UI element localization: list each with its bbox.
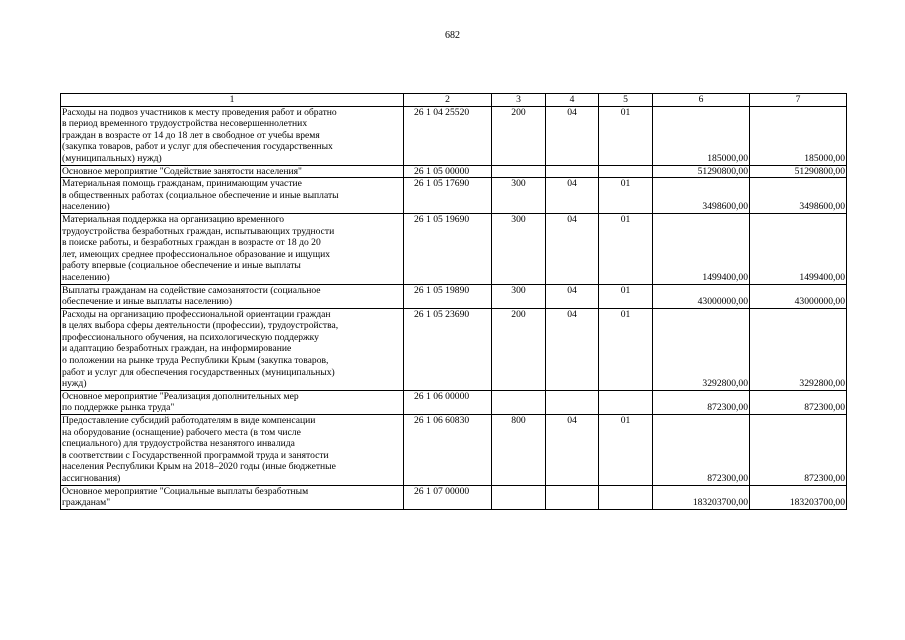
expense-type-code: 300 xyxy=(492,213,546,284)
subsection-code xyxy=(599,485,653,509)
section-code: 04 xyxy=(546,178,599,214)
budget-code: 26 1 05 23690 xyxy=(404,308,492,390)
expense-name: Основное мероприятие "Социальные выплаты безработным гражданам" xyxy=(61,485,404,509)
expense-name: Материальная помощь гражданам, принимающим участие в общественных работах (социальное обеспечение и иные выплаты населению) xyxy=(61,178,404,214)
expense-name: Предоставление субсидий работодателям в виде компенсации на оборудование (оснащение) рабочего места (в том числе специального) для трудоустройства незанятого инвалида в соответствии с Государственной программой труда и занятости населения Республики Крым на 2018–2020 годы (иные бюджетные ассигнования) xyxy=(61,415,404,486)
subsection-code xyxy=(599,165,653,178)
subsection-code: 01 xyxy=(599,308,653,390)
subsection-code: 01 xyxy=(599,415,653,486)
budget-code: 26 1 06 60830 xyxy=(404,415,492,486)
amount-col6: 183203700,00 xyxy=(653,485,750,509)
expense-type-code: 800 xyxy=(492,415,546,486)
table-row xyxy=(61,213,847,284)
budget-code: 26 1 06 00000 xyxy=(404,390,492,414)
expense-type-code xyxy=(492,390,546,414)
expense-type-code xyxy=(492,165,546,178)
column-number: 4 xyxy=(546,94,599,107)
budget-code: 26 1 07 00000 xyxy=(404,485,492,509)
budget-code: 26 1 05 00000 xyxy=(404,165,492,178)
budget-code: 26 1 05 19890 xyxy=(404,284,492,308)
expense-type-code: 300 xyxy=(492,284,546,308)
section-code: 04 xyxy=(546,213,599,284)
budget-table xyxy=(60,93,847,510)
amount-col7: 872300,00 xyxy=(750,415,847,486)
table-row xyxy=(61,485,847,509)
subsection-code: 01 xyxy=(599,106,653,165)
expense-name: Расходы на подвоз участников к месту проведения работ и обратно в период временного трудоустройства несовершеннолетних граждан в возрасте от 14 до 18 лет в свободное от учебы время (закупка товаров, работ и услуг для обеспечения государственных (муниципальных) нужд) xyxy=(61,106,404,165)
subsection-code: 01 xyxy=(599,213,653,284)
amount-col7: 872300,00 xyxy=(750,390,847,414)
amount-col7: 1499400,00 xyxy=(750,213,847,284)
expense-type-code: 200 xyxy=(492,308,546,390)
amount-col7: 51290800,00 xyxy=(750,165,847,178)
page-number: 682 xyxy=(445,30,460,41)
column-number: 6 xyxy=(653,94,750,107)
section-code xyxy=(546,165,599,178)
subsection-code: 01 xyxy=(599,284,653,308)
subsection-code xyxy=(599,390,653,414)
section-code xyxy=(546,485,599,509)
table-row xyxy=(61,308,847,390)
column-number-row xyxy=(61,94,847,107)
column-number: 3 xyxy=(492,94,546,107)
table-row xyxy=(61,165,847,178)
amount-col6: 51290800,00 xyxy=(653,165,750,178)
amount-col6: 185000,00 xyxy=(653,106,750,165)
section-code: 04 xyxy=(546,415,599,486)
amount-col7: 3498600,00 xyxy=(750,178,847,214)
amount-col6: 872300,00 xyxy=(653,415,750,486)
expense-name: Расходы на организацию профессиональной ориентации граждан в целях выбора сферы деятельности (профессии), трудоустройства, профессионального обучения, на психологическую поддержку и адаптацию безработных граждан, на информирование о положении на рынке труда Республики Крым (закупка товаров, работ и услуг для обеспечения государственных (муниципальных) нужд) xyxy=(61,308,404,390)
budget-code: 26 1 04 25520 xyxy=(404,106,492,165)
section-code: 04 xyxy=(546,308,599,390)
amount-col7: 185000,00 xyxy=(750,106,847,165)
column-number: 7 xyxy=(750,94,847,107)
table-row xyxy=(61,415,847,486)
table-row xyxy=(61,390,847,414)
amount-col7: 183203700,00 xyxy=(750,485,847,509)
subsection-code: 01 xyxy=(599,178,653,214)
column-number: 2 xyxy=(404,94,492,107)
expense-type-code xyxy=(492,485,546,509)
expense-name: Выплаты гражданам на содействие самозанятости (социальное обеспечение и иные выплаты населению) xyxy=(61,284,404,308)
expense-name: Материальная поддержка на организацию временного трудоустройства безработных граждан, испытывающих трудности в поиске работы, и безработных граждан в возрасте от 18 до 20 лет, имеющих среднее профессиональное образование и ищущих работу впервые (социальное обеспечение и иные выплаты населению) xyxy=(61,213,404,284)
amount-col6: 3498600,00 xyxy=(653,178,750,214)
section-code: 04 xyxy=(546,106,599,165)
table-row xyxy=(61,106,847,165)
expense-name: Основное мероприятие "Содействие занятости населения" xyxy=(61,165,404,178)
expense-name: Основное мероприятие "Реализация дополнительных мер по поддержке рынка труда" xyxy=(61,390,404,414)
amount-col6: 872300,00 xyxy=(653,390,750,414)
column-number: 5 xyxy=(599,94,653,107)
column-number: 1 xyxy=(61,94,404,107)
budget-code: 26 1 05 19690 xyxy=(404,213,492,284)
amount-col6: 43000000,00 xyxy=(653,284,750,308)
table-row xyxy=(61,284,847,308)
budget-code: 26 1 05 17690 xyxy=(404,178,492,214)
section-code: 04 xyxy=(546,284,599,308)
amount-col7: 43000000,00 xyxy=(750,284,847,308)
section-code xyxy=(546,390,599,414)
amount-col6: 3292800,00 xyxy=(653,308,750,390)
amount-col6: 1499400,00 xyxy=(653,213,750,284)
expense-type-code: 300 xyxy=(492,178,546,214)
amount-col7: 3292800,00 xyxy=(750,308,847,390)
expense-type-code: 200 xyxy=(492,106,546,165)
table-row xyxy=(61,178,847,214)
